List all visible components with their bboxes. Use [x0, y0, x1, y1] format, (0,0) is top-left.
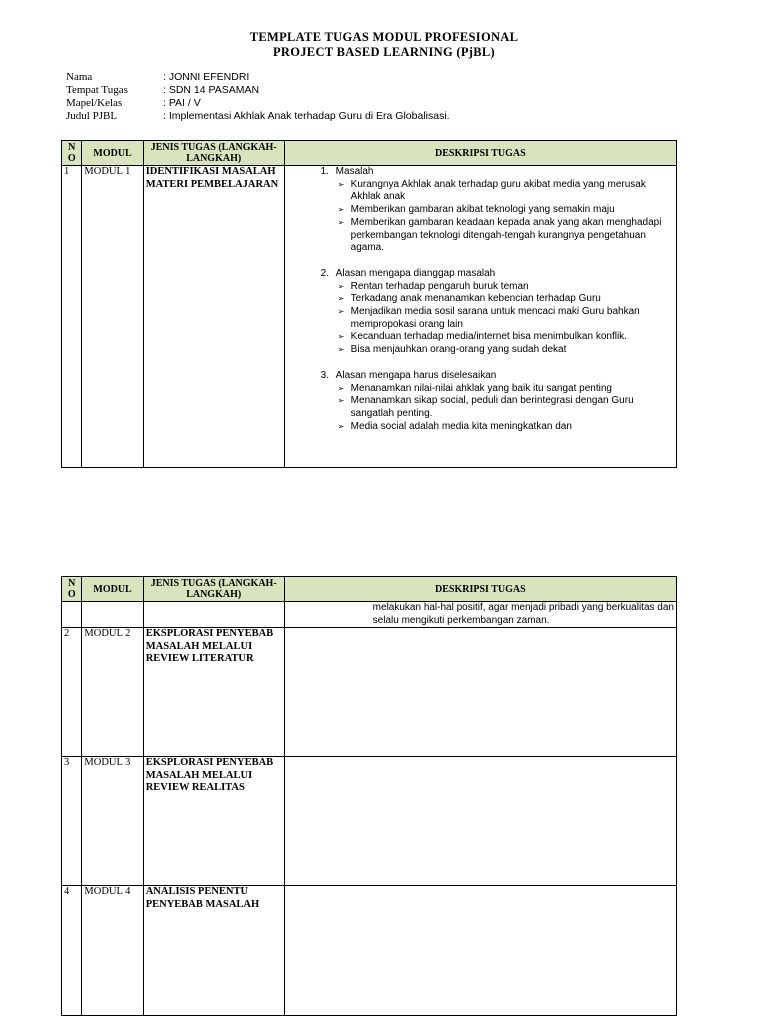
- arrow-bullet-icon: ➢: [337, 396, 345, 406]
- row-no: 3: [62, 757, 82, 886]
- point-number: 1.: [320, 166, 330, 177]
- desk-point: [321, 166, 674, 255]
- arrow-bullet-icon: ➢: [337, 179, 345, 189]
- header-deskripsi: DESKRIPSI TUGAS: [284, 577, 676, 602]
- arrow-bullet-icon: ➢: [337, 307, 345, 317]
- table-row: [62, 886, 677, 1016]
- task-table-page-2: [61, 576, 677, 1016]
- desk-point: [321, 370, 674, 434]
- point-heading: Alasan mengapa dianggap masalah: [335, 267, 496, 279]
- list-item: ➢ Menjadikan media sosil sarana untuk mencaci maki Guru bahkan mempropokasi orang lain: [337, 306, 640, 330]
- table-header-row: [62, 577, 677, 602]
- row-deskripsi: [284, 886, 676, 1016]
- arrow-bullet-icon: ➢: [337, 217, 345, 227]
- header-jenis: JENIS TUGAS (LANGKAH-LANGKAH): [143, 577, 284, 602]
- arrow-bullet-icon: ➢: [337, 205, 345, 215]
- row-modul: MODUL 2: [82, 628, 143, 757]
- list-item: ➢ Bisa menjauhkan orang-orang yang sudah dekat: [337, 344, 567, 356]
- row-no: 1: [62, 166, 82, 468]
- row-modul: MODUL 1: [82, 166, 143, 468]
- title-line-1: TEMPLATE TUGAS MODUL PROFESIONAL: [249, 30, 519, 44]
- list-item: ➢ Memberikan gambaran akibat teknologi yang semakin maju: [337, 204, 615, 216]
- row-deskripsi: [284, 166, 676, 468]
- arrow-bullet-icon: ➢: [337, 345, 345, 355]
- table-row-continuation: [62, 602, 677, 628]
- row-deskripsi: [284, 757, 676, 886]
- row-no: 4: [62, 886, 82, 1016]
- point-heading: Alasan mengapa harus diselesaikan: [335, 369, 497, 381]
- header-no: N O: [62, 577, 82, 602]
- point-number: 2.: [320, 267, 330, 279]
- header-no: N O: [62, 141, 82, 166]
- continuation-text: melakukan hal-hal positif, agar menjadi pribadi yang berkualitas dan selalu mengikuti perkembangan zaman.: [372, 602, 674, 626]
- row-modul: MODUL 4: [82, 886, 143, 1016]
- identity-value: : SDN 14 PASAMAN: [163, 84, 260, 96]
- header-deskripsi: DESKRIPSI TUGAS: [284, 141, 676, 166]
- list-item: ➢ Memberikan gambaran keadaan kepada anak yang akan menghadapi perkembangan teknologi ditengah-tengah kurangnya pengetahuan agama.: [337, 216, 662, 254]
- list-item: ➢ Menanamkan sikap social, peduli dan berintegrasi dengan Guru sangatlah penting.: [337, 395, 634, 419]
- list-item: ➢ Terkadang anak menanamkan kebencian terhadap Guru: [337, 293, 601, 305]
- identity-label: Nama: [66, 71, 93, 83]
- identity-block: [66, 71, 450, 123]
- identity-label: Tempat Tugas: [66, 84, 128, 96]
- identity-row-mapel-kelas: [66, 97, 450, 110]
- row-no: 2: [62, 628, 82, 757]
- row-deskripsi: [284, 628, 676, 757]
- row-jenis: EKSPLORASI PENYEBAB MASALAH MELALUI REVIEW REALITAS: [143, 757, 284, 886]
- list-item: ➢ Media social adalah media kita meningkatkan dan: [337, 420, 572, 432]
- arrow-bullet-icon: ➢: [337, 421, 345, 431]
- identity-value: : JONNI EFENDRI: [163, 71, 250, 83]
- point-heading: Masalah: [335, 166, 374, 177]
- list-item: ➢ Kecanduan terhadap media/internet bisa menimbulkan konflik.: [337, 331, 627, 343]
- identity-row-nama: [66, 71, 450, 84]
- task-table-page-1: [61, 140, 677, 468]
- point-number: 3.: [320, 369, 330, 381]
- identity-row-judul: [66, 110, 450, 123]
- header-modul: MODUL: [82, 577, 143, 602]
- header-jenis: JENIS TUGAS (LANGKAH-LANGKAH): [143, 141, 284, 166]
- arrow-bullet-icon: ➢: [337, 294, 345, 304]
- identity-value: : PAI / V: [163, 97, 201, 109]
- arrow-bullet-icon: ➢: [337, 281, 345, 291]
- table-row: [62, 757, 677, 886]
- identity-label: Mapel/Kelas: [66, 97, 123, 109]
- row-jenis: ANALISIS PENENTU PENYEBAB MASALAH: [143, 886, 284, 1016]
- header-modul: MODUL: [82, 141, 143, 166]
- title-line-2: PROJECT BASED LEARNING (PjBL): [272, 45, 496, 59]
- desk-point: [321, 268, 674, 357]
- identity-row-tempat-tugas: [66, 84, 450, 97]
- page-title: [0, 30, 768, 60]
- table-row: [62, 628, 677, 757]
- table-row: [62, 166, 677, 468]
- identity-label: Judul PJBL: [66, 110, 118, 122]
- table-header-row: [62, 141, 677, 166]
- list-item: ➢ Rentan terhadap pengaruh buruk teman: [337, 280, 529, 292]
- list-item: ➢ Kurangnya Akhlak anak terhadap guru akibat media yang merusak Akhlak anak: [337, 178, 646, 203]
- row-jenis: IDENTIFIKASI MASALAH MATERI PEMBELAJARAN: [143, 166, 284, 468]
- list-item: ➢ Menanamkan nilai-nilai ahklak yang baik itu sangat penting: [337, 382, 612, 394]
- row-modul: MODUL 3: [82, 757, 143, 886]
- row-jenis: EKSPLORASI PENYEBAB MASALAH MELALUI REVIEW LITERATUR: [143, 628, 284, 757]
- arrow-bullet-icon: ➢: [337, 383, 345, 393]
- identity-value: : Implementasi Akhlak Anak terhadap Guru di Era Globalisasi.: [163, 110, 450, 122]
- arrow-bullet-icon: ➢: [337, 332, 345, 342]
